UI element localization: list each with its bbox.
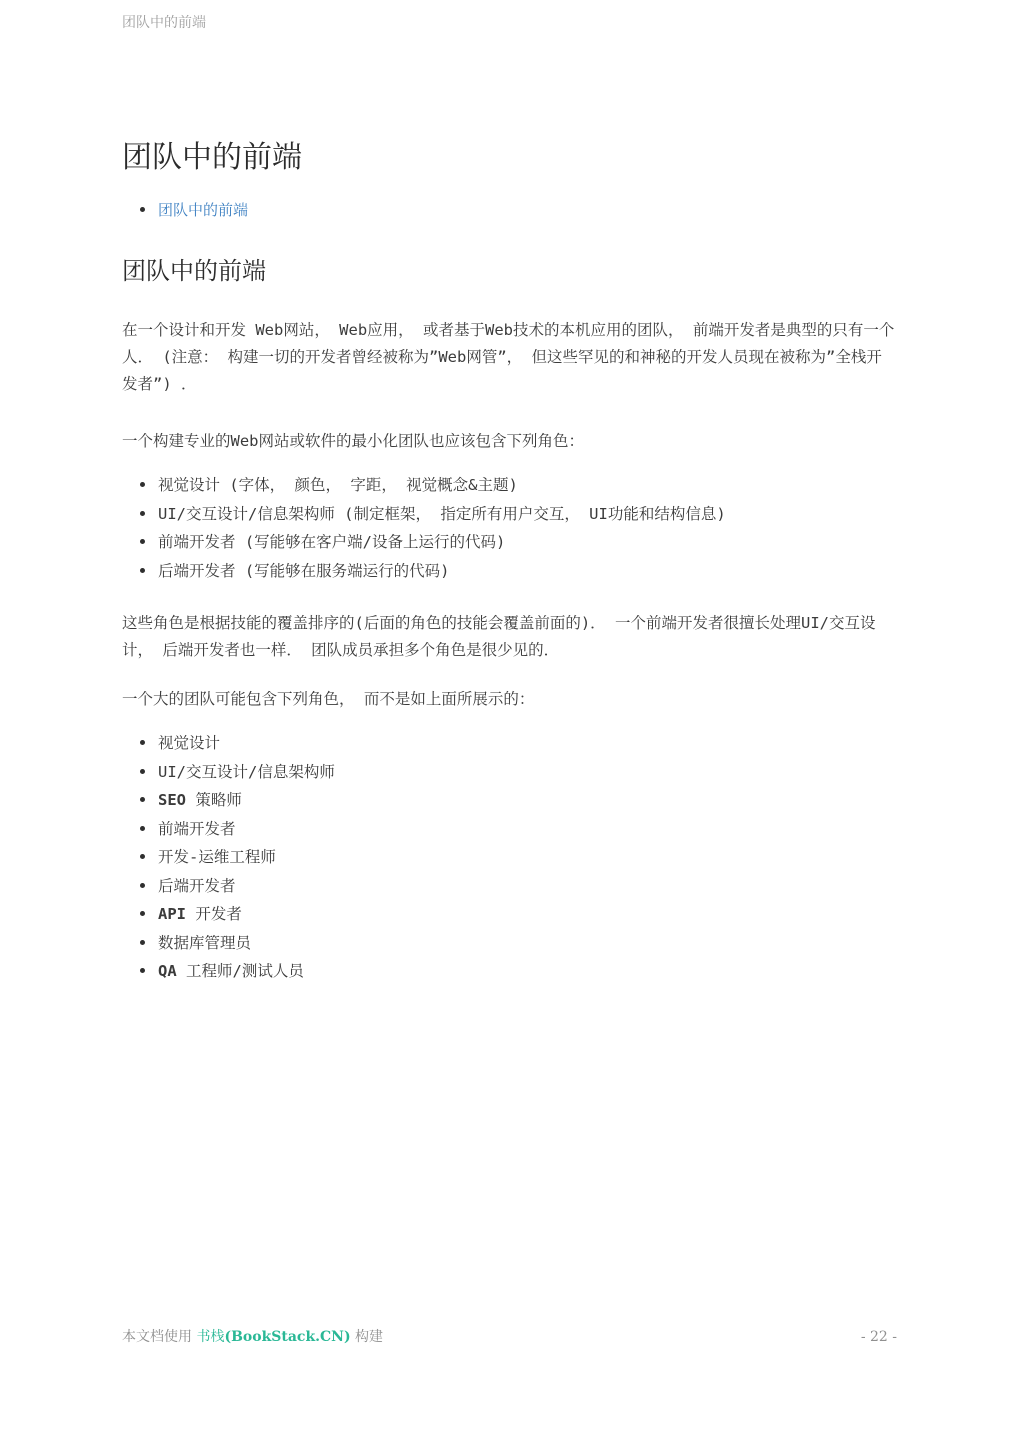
role-acronym: SEO [158,791,186,809]
toc-list [122,198,897,222]
running-header: 团队中的前端 [122,15,206,31]
role-item [158,758,897,787]
role-label: 开发-运维工程师 [158,848,276,866]
intro-paragraph: 在一个设计和开发 Web网站， Web应用， 或者基于Web技术的本机应用的团队， 前端开发者是典型的只有一个人． (注意： 构建一切的开发者曾经被称为”Web网管”， 但这些罕见的和神秘的开发人员现在被称为”全栈开发者”) ． [122,321,895,393]
role-label: 后端开发者 (写能够在服务端运行的代码) [158,561,450,580]
toc-item [158,198,897,222]
bookstack-link-cn: 书栈 [196,1329,225,1345]
large-roles-list [122,729,897,986]
role-item [158,786,897,815]
role-label: 工程师/测试人员 [176,962,304,980]
role-label: 视觉设计 (字体， 颜色， 字距， 视觉概念&主题) [158,476,518,494]
role-label: 策略师 [186,791,242,809]
minimal-team-intro: 一个构建专业的Web网站或软件的最小化团队也应该包含下列角色： [122,432,584,450]
role-item [158,872,897,901]
role-acronym: API [158,905,186,923]
role-item [158,929,897,958]
footer [122,1326,897,1346]
page-number: - 22 - [860,1329,897,1345]
bookstack-link-en: (BookStack.CN) [224,1329,351,1345]
role-item [158,500,897,529]
large-team-intro: 一个大的团队可能包含下列角色， 而不是如上面所展示的： [122,690,535,708]
role-label: 开发者 [186,905,242,923]
role-label: 前端开发者 [158,819,236,838]
role-item [158,900,897,929]
toc-link[interactable]: 团队中的前端 [158,201,249,219]
minimal-roles-list [122,471,897,585]
role-label: UI/交互设计/信息架构师 [158,762,335,781]
role-label: UI/交互设计/信息架构师 (制定框架， 指定所有用户交互， UI功能和结构信息) [158,504,726,523]
role-label: 前端开发者 (写能够在客户端/设备上运行的代码) [158,533,506,551]
footer-suffix: 构建 [350,1329,384,1345]
bookstack-link[interactable] [196,1329,350,1345]
role-item [158,815,897,844]
role-acronym: QA [158,962,177,980]
footer-prefix: 本文档使用 [122,1329,197,1345]
role-item [158,557,897,586]
role-item [158,528,897,557]
role-item [158,471,897,500]
section-title: 团队中的前端 [122,257,266,285]
footer-credit [122,1326,383,1346]
roles-order-paragraph: 这些角色是根据技能的覆盖排序的(后面的角色的技能会覆盖前面的)． 一个前端开发者很擅长处理UI/交互设计， 后端开发者也一样． 团队成员承担多个角色是很少见的． [122,614,876,659]
role-label: 数据库管理员 [158,933,252,952]
role-label: 后端开发者 [158,876,236,895]
role-item [158,843,897,872]
role-item [158,957,897,986]
role-label: 视觉设计 [158,734,221,752]
role-item [158,729,897,758]
page-title: 团队中的前端 [122,140,302,175]
